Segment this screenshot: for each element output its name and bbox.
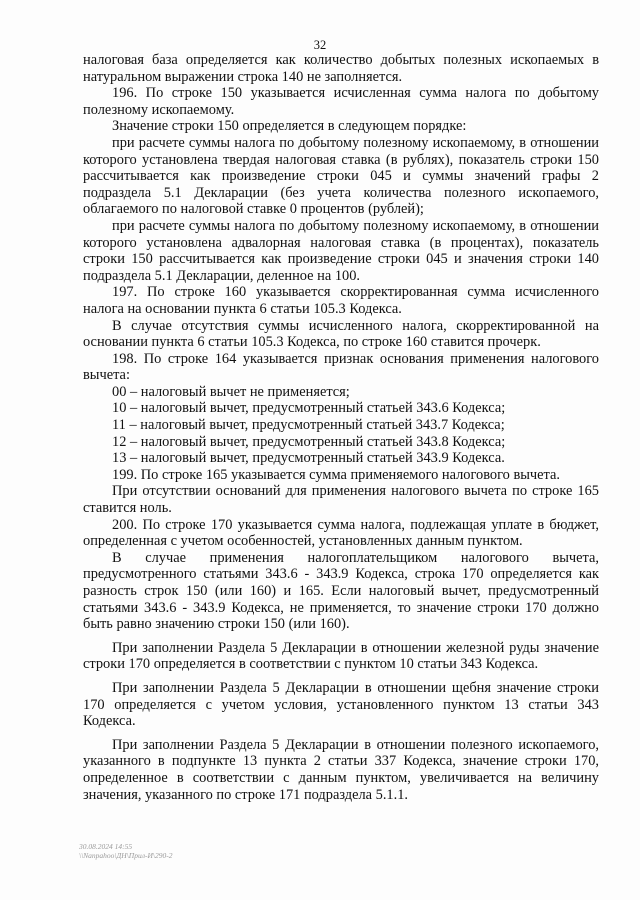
footer-stamp (79, 842, 172, 860)
paragraph: 197. По строке 160 указывается скорректированная сумма исчисленного налога на основании пункта 6 статьи 105.3 Кодекса. (83, 284, 599, 317)
paragraph: При отсутствии оснований для применения налогового вычета по строке 165 ставится ноль. (83, 483, 599, 517)
paragraph: налоговая база определяется как количество добытых полезных ископаемых в натуральном выражении строка 140 не заполняется. (83, 52, 599, 85)
paragraph: При заполнении Раздела 5 Декларации в отношении полезного ископаемого, указанного в подпункте 13 пункта 2 статьи 337 Кодекса, значение строки 170, определенное в соответствии с данным пунктом, увеличивается на величину значения, указанного по строке 171 подраздела 5.1.1. (83, 736, 599, 803)
paragraph: В случае применения налогоплательщиком налогового вычета, предусмотренного статьями 343.6 - 343.9 Кодекса, строка 170 определяется как разность строк 150 (или 160) и 165. Если налоговый вычет, предусмотренный статьями 343.6 - 343.9 Кодекса, не применяется, то значение строки 170 должно быть равно значению строки 150 (или 160). (83, 549, 599, 633)
paragraph: при расчете суммы налога по добытому полезному ископаемому, в отношении которого установлена твердая налоговая ставка (в рублях), показатель строки 150 рассчитывается как произведение строки 045 и суммы значений графы 2 подраздела 5.1 Декларации (без учета количества полезного ископаемого, облагаемого по налоговой ставке 0 процентов (рублей); (83, 134, 599, 218)
footer-path: \\Nanpahoo\ДН\Прил-И\290-2 (79, 851, 173, 860)
paragraph: При заполнении Раздела 5 Декларации в отношении щебня значение строки 170 определяется с учетом условия, установленного пунктом 13 статьи 343 Кодекса. (83, 679, 599, 730)
paragraph: Значение строки 150 определяется в следующем порядке: (112, 118, 467, 135)
document-body (83, 52, 599, 803)
paragraph: 199. По строке 165 указывается сумма применяемого налогового вычета. (112, 466, 561, 483)
list-item: 10 – налоговый вычет, предусмотренный статьей 343.6 Кодекса; (112, 400, 506, 417)
page-number: 32 (313, 38, 327, 52)
paragraph: 200. По строке 170 указывается сумма налога, подлежащая уплате в бюджет, определенная с учетом особенностей, установленных данным пунктом. (83, 516, 599, 550)
list-item: 13 – налоговый вычет, предусмотренный статьей 343.9 Кодекса. (112, 450, 505, 467)
list-item: 00 – налоговый вычет не применяется; (112, 383, 350, 400)
paragraph: при расчете суммы налога по добытому полезному ископаемому, в отношении которого установлена адвалорная налоговая ставка (в процентах), показатель строки 150 рассчитывается как произведение строки 045 и значения строки 140 подраздела 5.1 Декларации, деленное на 100. (83, 217, 599, 284)
paragraph: 196. По строке 150 указывается исчисленная сумма налога по добытому полезному ископаемому. (83, 85, 599, 118)
list-item: 11 – налоговый вычет, предусмотренный статьей 343.7 Кодекса; (112, 417, 505, 434)
paragraph: 198. По строке 164 указывается признак основания применения налогового вычета: (83, 350, 599, 384)
list-item: 12 – налоговый вычет, предусмотренный статьей 343.8 Кодекса; (112, 433, 506, 450)
paragraph: При заполнении Раздела 5 Декларации в отношении железной руды значение строки 170 определяется в соответствии с пунктом 10 статьи 343 Кодекса. (83, 639, 599, 673)
footer-timestamp: 30.08.2024 14:55 (79, 842, 133, 851)
paragraph: В случае отсутствия суммы исчисленного налога, скорректированной на основании пункта 6 статьи 105.3 Кодекса, по строке 160 ставится прочерк. (83, 317, 599, 351)
